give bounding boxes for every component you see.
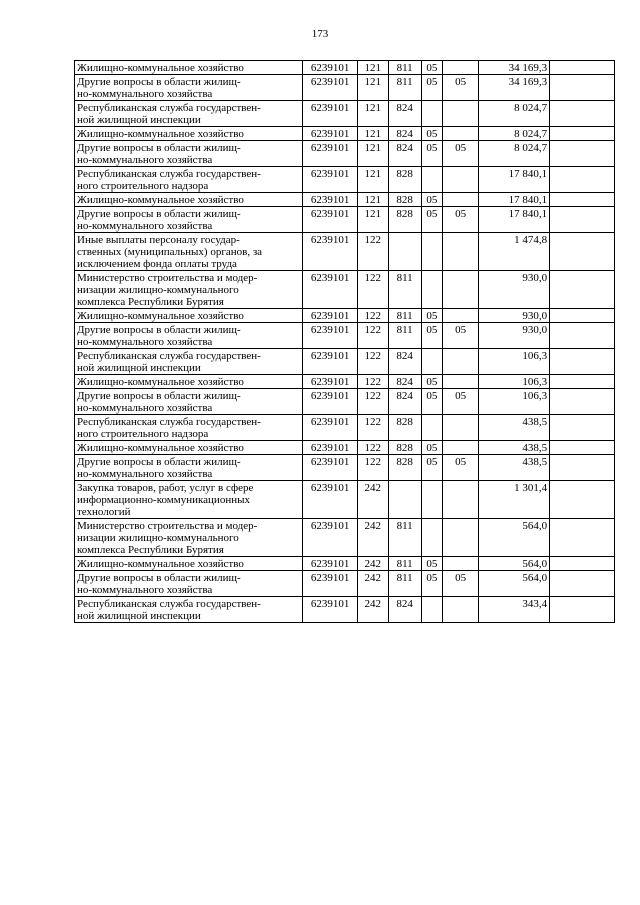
table-row <box>75 233 615 271</box>
row-code-cell: 6239101 <box>303 323 358 349</box>
row-empty-cell <box>550 167 615 193</box>
row-group-cell: 121 <box>357 101 388 127</box>
row-subsection-cell <box>443 167 479 193</box>
row-empty-cell <box>550 193 615 207</box>
row-section-cell: 05 <box>421 571 443 597</box>
row-name-cell: Другие вопросы в области жилищ- но-коммунального хозяйства <box>75 323 303 349</box>
row-section-cell <box>421 271 443 309</box>
row-group-cell: 242 <box>357 481 388 519</box>
row-code-cell: 6239101 <box>303 455 358 481</box>
row-code-cell: 6239101 <box>303 557 358 571</box>
table-row <box>75 455 615 481</box>
row-amount-cell: 930,0 <box>479 309 550 323</box>
row-group-cell: 122 <box>357 271 388 309</box>
row-ministry-code-cell: 811 <box>388 61 421 75</box>
row-section-cell: 05 <box>421 207 443 233</box>
row-group-cell: 121 <box>357 127 388 141</box>
row-empty-cell <box>550 323 615 349</box>
table-row <box>75 571 615 597</box>
row-ministry-code-cell: 811 <box>388 75 421 101</box>
row-name-cell: Другие вопросы в области жилищ- но-коммунального хозяйства <box>75 571 303 597</box>
row-amount-cell: 106,3 <box>479 375 550 389</box>
row-amount-cell: 1 301,4 <box>479 481 550 519</box>
row-ministry-code-cell: 824 <box>388 597 421 623</box>
page-number: 173 <box>311 28 329 40</box>
row-ministry-code-cell: 824 <box>388 389 421 415</box>
row-empty-cell <box>550 349 615 375</box>
table-row <box>75 193 615 207</box>
row-empty-cell <box>550 519 615 557</box>
row-code-cell: 6239101 <box>303 481 358 519</box>
row-group-cell: 121 <box>357 75 388 101</box>
row-subsection-cell: 05 <box>443 141 479 167</box>
row-name-cell: Жилищно-коммунальное хозяйство <box>75 375 303 389</box>
row-ministry-code-cell: 824 <box>388 141 421 167</box>
table-row <box>75 323 615 349</box>
budget-table <box>74 60 615 623</box>
row-amount-cell: 930,0 <box>479 323 550 349</box>
row-section-cell: 05 <box>421 61 443 75</box>
budget-table-body <box>75 61 615 623</box>
row-subsection-cell: 05 <box>443 75 479 101</box>
row-name-cell: Министерство строительства и модер- низации жилищно-коммунального комплекса Республики Бурятия <box>75 519 303 557</box>
row-section-cell: 05 <box>421 375 443 389</box>
row-empty-cell <box>550 481 615 519</box>
row-ministry-code-cell <box>388 233 421 271</box>
row-name-cell: Другие вопросы в области жилищ- но-коммунального хозяйства <box>75 455 303 481</box>
row-amount-cell: 438,5 <box>479 455 550 481</box>
row-ministry-code-cell: 824 <box>388 349 421 375</box>
table-row <box>75 271 615 309</box>
row-amount-cell: 34 169,3 <box>479 75 550 101</box>
row-group-cell: 121 <box>357 141 388 167</box>
row-section-cell <box>421 101 443 127</box>
row-name-cell: Республиканская служба государствен- ной жилищной инспекции <box>75 101 303 127</box>
row-subsection-cell <box>443 349 479 375</box>
row-group-cell: 122 <box>357 455 388 481</box>
row-subsection-cell <box>443 309 479 323</box>
row-code-cell: 6239101 <box>303 415 358 441</box>
row-amount-cell: 564,0 <box>479 519 550 557</box>
row-subsection-cell: 05 <box>443 455 479 481</box>
table-row <box>75 389 615 415</box>
table-row <box>75 349 615 375</box>
row-section-cell <box>421 597 443 623</box>
row-empty-cell <box>550 571 615 597</box>
row-section-cell: 05 <box>421 309 443 323</box>
row-ministry-code-cell: 811 <box>388 571 421 597</box>
row-subsection-cell: 05 <box>443 389 479 415</box>
table-row <box>75 75 615 101</box>
row-amount-cell: 8 024,7 <box>479 101 550 127</box>
row-name-cell: Закупка товаров, работ, услуг в сфере информационно-коммуникационных технологий <box>75 481 303 519</box>
row-empty-cell <box>550 441 615 455</box>
row-code-cell: 6239101 <box>303 101 358 127</box>
row-subsection-cell <box>443 271 479 309</box>
row-amount-cell: 17 840,1 <box>479 167 550 193</box>
row-name-cell: Жилищно-коммунальное хозяйство <box>75 557 303 571</box>
row-group-cell: 122 <box>357 323 388 349</box>
row-code-cell: 6239101 <box>303 519 358 557</box>
row-ministry-code-cell: 828 <box>388 207 421 233</box>
row-amount-cell: 34 169,3 <box>479 61 550 75</box>
table-row <box>75 61 615 75</box>
row-section-cell <box>421 415 443 441</box>
row-section-cell <box>421 519 443 557</box>
row-ministry-code-cell: 811 <box>388 519 421 557</box>
row-name-cell: Жилищно-коммунальное хозяйство <box>75 127 303 141</box>
row-section-cell <box>421 233 443 271</box>
row-ministry-code-cell: 811 <box>388 271 421 309</box>
row-ministry-code-cell <box>388 481 421 519</box>
table-row <box>75 519 615 557</box>
table-row <box>75 597 615 623</box>
row-group-cell: 122 <box>357 233 388 271</box>
row-section-cell <box>421 349 443 375</box>
row-ministry-code-cell: 828 <box>388 441 421 455</box>
row-group-cell: 121 <box>357 61 388 75</box>
row-subsection-cell <box>443 597 479 623</box>
row-ministry-code-cell: 824 <box>388 375 421 389</box>
row-section-cell: 05 <box>421 141 443 167</box>
row-section-cell: 05 <box>421 441 443 455</box>
table-row <box>75 141 615 167</box>
row-amount-cell: 8 024,7 <box>479 127 550 141</box>
row-subsection-cell <box>443 101 479 127</box>
row-empty-cell <box>550 75 615 101</box>
row-group-cell: 122 <box>357 389 388 415</box>
row-section-cell: 05 <box>421 455 443 481</box>
row-empty-cell <box>550 271 615 309</box>
row-code-cell: 6239101 <box>303 127 358 141</box>
row-name-cell: Другие вопросы в области жилищ- но-коммунального хозяйства <box>75 141 303 167</box>
row-name-cell: Республиканская служба государствен- ной жилищной инспекции <box>75 349 303 375</box>
row-empty-cell <box>550 375 615 389</box>
row-amount-cell: 17 840,1 <box>479 193 550 207</box>
row-empty-cell <box>550 389 615 415</box>
row-amount-cell: 106,3 <box>479 389 550 415</box>
row-empty-cell <box>550 61 615 75</box>
row-subsection-cell <box>443 61 479 75</box>
row-section-cell: 05 <box>421 389 443 415</box>
row-subsection-cell <box>443 441 479 455</box>
row-section-cell <box>421 167 443 193</box>
table-row <box>75 207 615 233</box>
row-section-cell: 05 <box>421 75 443 101</box>
row-subsection-cell <box>443 233 479 271</box>
row-subsection-cell <box>443 127 479 141</box>
row-amount-cell: 438,5 <box>479 415 550 441</box>
row-name-cell: Министерство строительства и модер- низации жилищно-коммунального комплекса Республики Бурятия <box>75 271 303 309</box>
row-subsection-cell <box>443 519 479 557</box>
table-row <box>75 167 615 193</box>
row-name-cell: Жилищно-коммунальное хозяйство <box>75 441 303 455</box>
row-code-cell: 6239101 <box>303 375 358 389</box>
table-row <box>75 127 615 141</box>
row-amount-cell: 8 024,7 <box>479 141 550 167</box>
row-ministry-code-cell: 811 <box>388 323 421 349</box>
row-empty-cell <box>550 233 615 271</box>
row-name-cell: Другие вопросы в области жилищ- но-коммунального хозяйства <box>75 389 303 415</box>
row-code-cell: 6239101 <box>303 141 358 167</box>
row-group-cell: 121 <box>357 167 388 193</box>
row-code-cell: 6239101 <box>303 207 358 233</box>
row-section-cell <box>421 481 443 519</box>
row-group-cell: 242 <box>357 597 388 623</box>
row-code-cell: 6239101 <box>303 75 358 101</box>
row-group-cell: 242 <box>357 519 388 557</box>
row-empty-cell <box>550 415 615 441</box>
row-ministry-code-cell: 811 <box>388 309 421 323</box>
row-name-cell: Республиканская служба государствен- ного строительного надзора <box>75 415 303 441</box>
row-code-cell: 6239101 <box>303 233 358 271</box>
row-name-cell: Жилищно-коммунальное хозяйство <box>75 309 303 323</box>
table-row <box>75 481 615 519</box>
row-group-cell: 121 <box>357 193 388 207</box>
row-empty-cell <box>550 557 615 571</box>
row-empty-cell <box>550 141 615 167</box>
row-group-cell: 122 <box>357 441 388 455</box>
table-row <box>75 441 615 455</box>
row-name-cell: Иные выплаты персоналу государ- ственных (муниципальных) органов, за исключением фонда оплаты труда <box>75 233 303 271</box>
row-ministry-code-cell: 828 <box>388 193 421 207</box>
row-code-cell: 6239101 <box>303 389 358 415</box>
row-section-cell: 05 <box>421 127 443 141</box>
table-row <box>75 375 615 389</box>
row-subsection-cell <box>443 415 479 441</box>
row-ministry-code-cell: 828 <box>388 415 421 441</box>
row-ministry-code-cell: 824 <box>388 127 421 141</box>
row-empty-cell <box>550 101 615 127</box>
row-name-cell: Другие вопросы в области жилищ- но-коммунального хозяйства <box>75 207 303 233</box>
row-code-cell: 6239101 <box>303 349 358 375</box>
row-ministry-code-cell: 828 <box>388 455 421 481</box>
row-amount-cell: 106,3 <box>479 349 550 375</box>
row-group-cell: 122 <box>357 309 388 323</box>
table-row <box>75 415 615 441</box>
row-subsection-cell: 05 <box>443 207 479 233</box>
row-code-cell: 6239101 <box>303 61 358 75</box>
row-group-cell: 122 <box>357 375 388 389</box>
row-code-cell: 6239101 <box>303 441 358 455</box>
row-group-cell: 121 <box>357 207 388 233</box>
row-empty-cell <box>550 207 615 233</box>
row-section-cell: 05 <box>421 557 443 571</box>
row-amount-cell: 17 840,1 <box>479 207 550 233</box>
row-empty-cell <box>550 127 615 141</box>
row-group-cell: 242 <box>357 557 388 571</box>
table-row <box>75 101 615 127</box>
row-amount-cell: 438,5 <box>479 441 550 455</box>
row-name-cell: Республиканская служба государствен- ной жилищной инспекции <box>75 597 303 623</box>
row-subsection-cell <box>443 557 479 571</box>
row-amount-cell: 564,0 <box>479 571 550 597</box>
row-subsection-cell <box>443 193 479 207</box>
row-ministry-code-cell: 824 <box>388 101 421 127</box>
row-code-cell: 6239101 <box>303 571 358 597</box>
row-code-cell: 6239101 <box>303 193 358 207</box>
row-subsection-cell <box>443 375 479 389</box>
row-subsection-cell: 05 <box>443 571 479 597</box>
row-code-cell: 6239101 <box>303 597 358 623</box>
row-section-cell: 05 <box>421 193 443 207</box>
row-empty-cell <box>550 309 615 323</box>
row-group-cell: 242 <box>357 571 388 597</box>
row-subsection-cell: 05 <box>443 323 479 349</box>
row-amount-cell: 930,0 <box>479 271 550 309</box>
row-group-cell: 122 <box>357 349 388 375</box>
row-empty-cell <box>550 455 615 481</box>
row-code-cell: 6239101 <box>303 167 358 193</box>
row-amount-cell: 564,0 <box>479 557 550 571</box>
row-amount-cell: 1 474,8 <box>479 233 550 271</box>
row-name-cell: Республиканская служба государствен- ного строительного надзора <box>75 167 303 193</box>
row-group-cell: 122 <box>357 415 388 441</box>
row-name-cell: Жилищно-коммунальное хозяйство <box>75 61 303 75</box>
row-code-cell: 6239101 <box>303 271 358 309</box>
table-row <box>75 309 615 323</box>
row-ministry-code-cell: 828 <box>388 167 421 193</box>
row-empty-cell <box>550 597 615 623</box>
row-name-cell: Другие вопросы в области жилищ- но-коммунального хозяйства <box>75 75 303 101</box>
table-row <box>75 557 615 571</box>
row-code-cell: 6239101 <box>303 309 358 323</box>
row-section-cell: 05 <box>421 323 443 349</box>
row-name-cell: Жилищно-коммунальное хозяйство <box>75 193 303 207</box>
row-amount-cell: 343,4 <box>479 597 550 623</box>
row-subsection-cell <box>443 481 479 519</box>
row-ministry-code-cell: 811 <box>388 557 421 571</box>
